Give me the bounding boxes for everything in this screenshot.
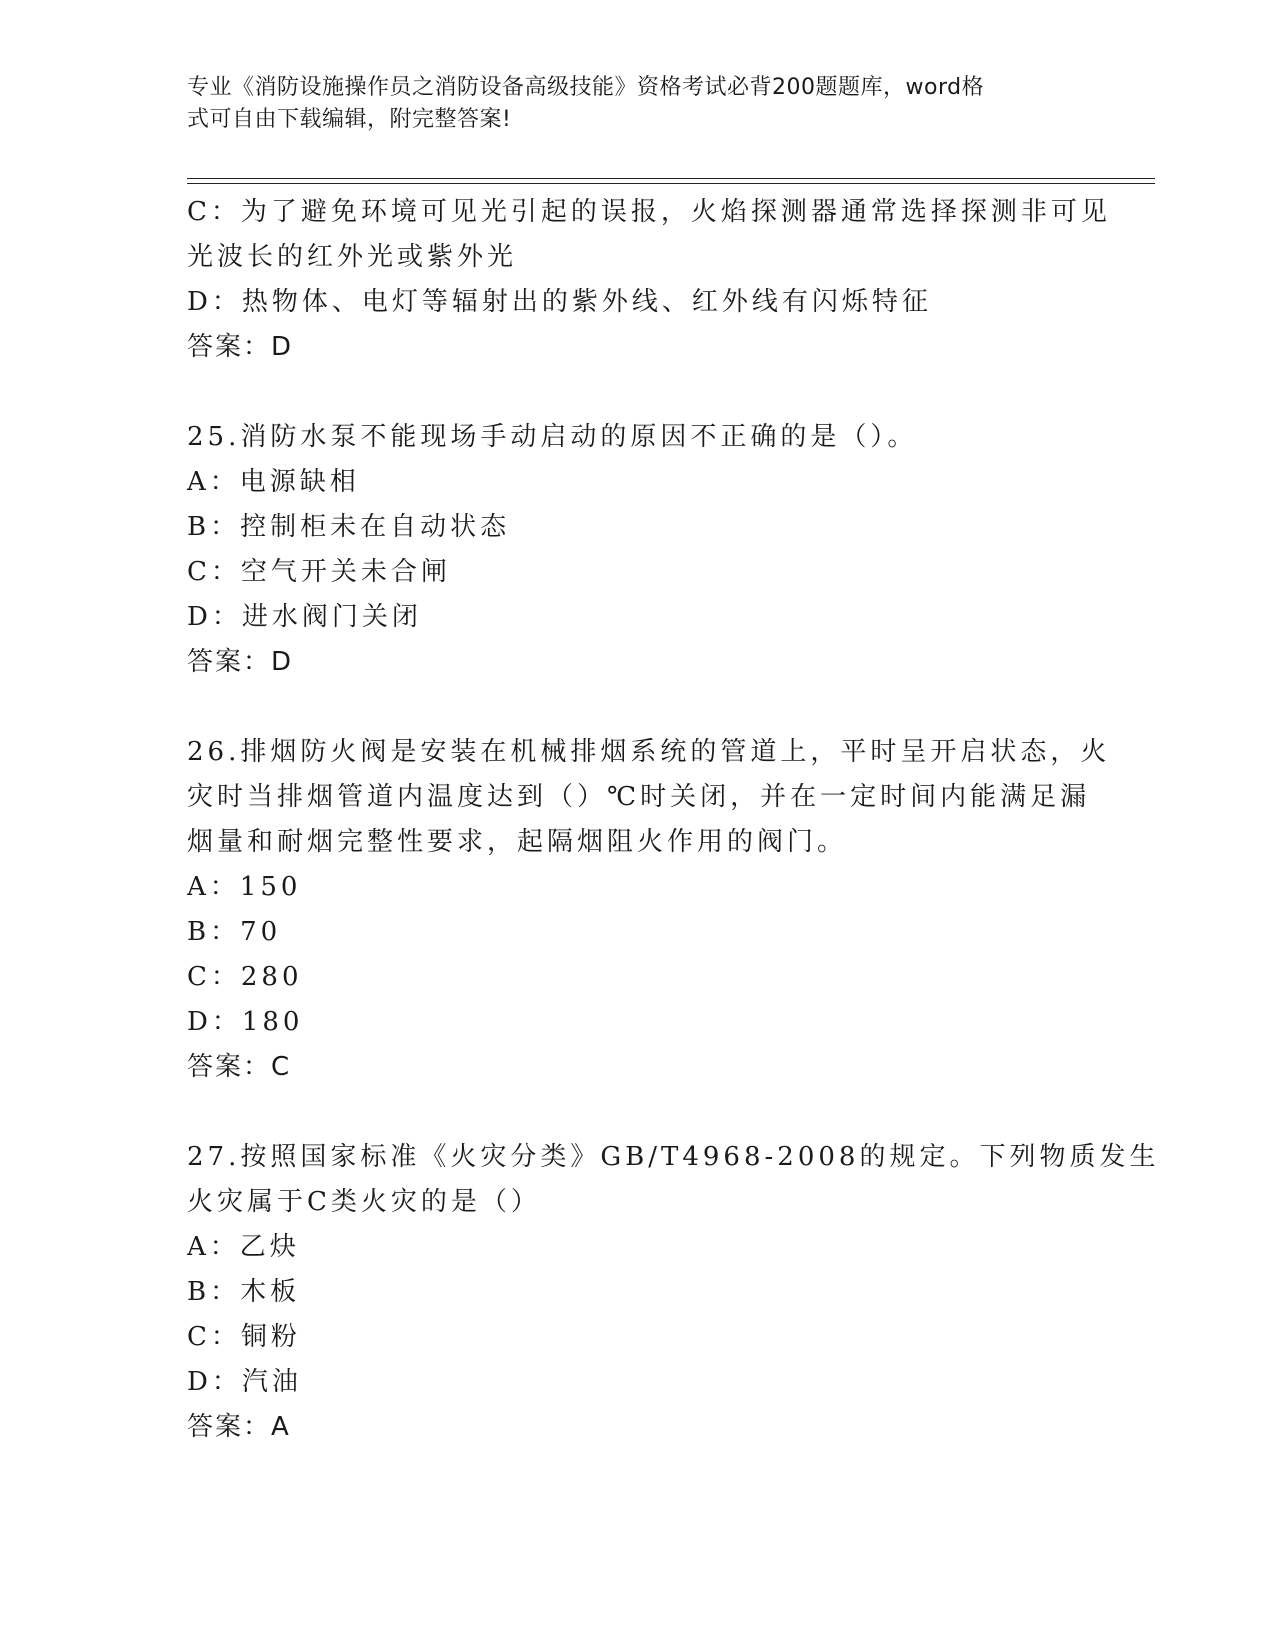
q24-answer: 答案：D (187, 332, 294, 362)
header-divider-top (187, 178, 1155, 179)
question-25 (187, 415, 1087, 685)
header-line-1: 专业《消防设施操作员之消防设备高级技能》资格考试必背200题题库，word格 (187, 75, 985, 100)
q26-option-a: A：150 (187, 872, 302, 902)
header-divider-bottom (187, 183, 1155, 184)
question-26 (187, 730, 1111, 1090)
spacer (187, 1090, 1087, 1135)
q25-option-b: B：控制柜未在自动状态 (187, 512, 511, 542)
q27-option-c: C：铜粉 (187, 1322, 301, 1352)
q26-option-b: B：70 (187, 917, 282, 947)
q26-stem-line3: 烟量和耐烟完整性要求，起隔烟阻火作用的阀门。 (187, 827, 848, 857)
q25-option-a: A：电源缺相 (187, 467, 360, 497)
document-header (187, 72, 1067, 136)
q27-stem-line1: 27.按照国家标准《火灾分类》GB/T4968-2008的规定。下列物质发生 (187, 1142, 1160, 1172)
q27-option-d: D：汽油 (187, 1367, 302, 1397)
question-24-fragment (187, 190, 1111, 370)
q26-option-d: D：180 (187, 1007, 304, 1037)
q24-option-c-line2: 光波长的红外光或紫外光 (187, 242, 518, 272)
q24-option-c-line1: C：为了避免环境可见光引起的误报，火焰探测器通常选择探测非可见 (187, 197, 1111, 227)
q27-answer: 答案：A (187, 1412, 291, 1442)
q26-option-c: C：280 (187, 962, 303, 992)
question-list (187, 190, 1160, 1450)
question-27 (187, 1135, 1160, 1450)
q25-answer: 答案：D (187, 647, 294, 677)
q26-stem-line1: 26.排烟防火阀是安装在机械排烟系统的管道上，平时呈开启状态，火 (187, 737, 1111, 767)
q25-option-c: C：空气开关未合闸 (187, 557, 451, 587)
q25-stem: 25.消防水泵不能现场手动启动的原因不正确的是（）。 (187, 422, 918, 452)
q24-option-d: D：热物体、电灯等辐射出的紫外线、红外线有闪烁特征 (187, 287, 932, 317)
q26-stem-line2: 灾时当排烟管道内温度达到（）℃时关闭，并在一定时间内能满足漏 (187, 782, 1091, 812)
q27-stem-line2: 火灾属于C类火灾的是（） (187, 1187, 541, 1217)
spacer (187, 685, 1087, 730)
q26-answer: 答案：C (187, 1052, 292, 1082)
q27-option-a: A：乙炔 (187, 1232, 300, 1262)
q25-option-d: D：进水阀门关闭 (187, 602, 422, 632)
header-line-2: 式可自由下载编辑，附完整答案! (187, 107, 512, 132)
q27-option-b: B：木板 (187, 1277, 301, 1307)
spacer (187, 370, 1087, 415)
